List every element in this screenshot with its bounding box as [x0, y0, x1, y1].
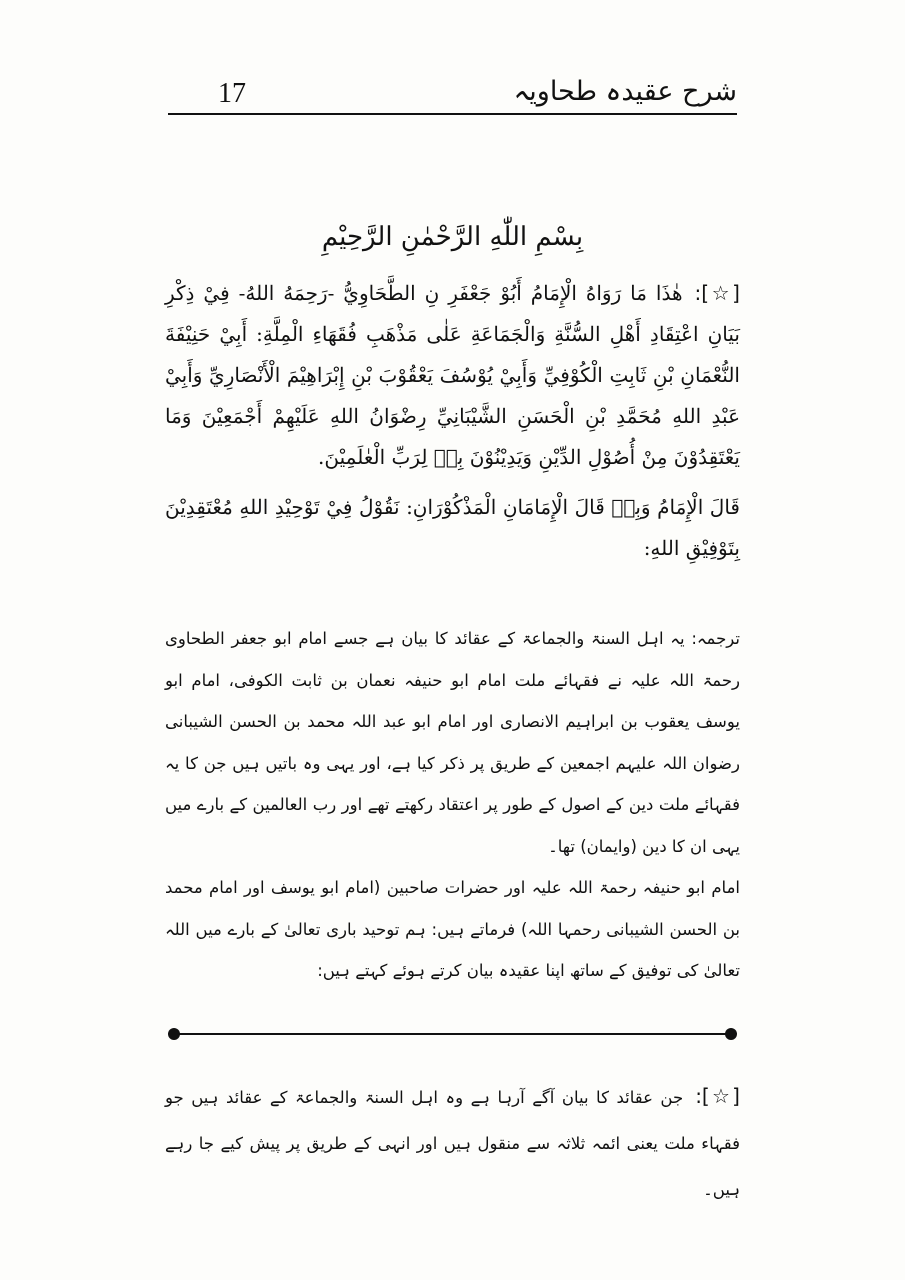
- page-header: [168, 76, 737, 114]
- footnote-text: جن عقائد کا بیان آگے آرہا ہے وہ اہل السنۃ والجماعۃ کے عقائد ہیں جو فقہاء ملت یعنی ائمہ ثلاثہ سے منقول ہیں اور انہی کے طریق پر پیش کیے جا رہے ہیں۔: [165, 1088, 740, 1199]
- urdu-paragraph: امام ابو حنیفہ رحمۃ اللہ علیہ اور حضرات صاحبین (امام ابو یوسف اور امام محمد بن الحسن الشیبانی رحمہا اللہ) فرماتے ہیں: ہم توحید باری تعالیٰ کے بارے میں اللہ تعالیٰ کی توفیق کے ساتھ اپنا عقیدہ بیان کرتے ہوئے کہتے ہیں:: [165, 878, 740, 980]
- arabic-paragraph: [165, 273, 740, 478]
- star-marker: [☆]:: [695, 1084, 740, 1108]
- divider-dot: [725, 1028, 737, 1040]
- arabic-text: [165, 273, 740, 569]
- urdu-paragraph: ترجمہ: یہ اہل السنۃ والجماعۃ کے عقائد کا بیان ہے جسے امام ابو جعفر الطحاوی رحمۃ اللہ علیہ نے فقہائے ملت امام ابو حنیفہ نعمان بن ثابت الکوفی، امام ابو یوسف یعقوب بن ابراہیم الانصاری اور امام ابو عبد اللہ محمد بن الحسن الشیبانی رضوان اللہ علیہم اجمعین کے طریق پر ذکر کیا ہے، اور یہی وہ باتیں ہیں جن کا یہ فقہائے ملت دین کے اصول کے طور پر اعتقاد رکھتے تھے اور رب العالمین کے بارے میں یہی ان کا دین (وایمان) تھا۔: [165, 629, 740, 856]
- footnote-paragraph: [165, 1073, 740, 1213]
- divider-dot: [168, 1028, 180, 1040]
- footnote: [165, 1073, 740, 1213]
- urdu-translation: [165, 618, 740, 992]
- book-title: شرح عقیدہ طحاویہ: [513, 76, 737, 107]
- divider-line: [174, 1033, 731, 1035]
- footnote-divider: [168, 1027, 737, 1041]
- arabic-paragraph: قَالَ الْإِمَامُ وَبِهٖ قَالَ الْإِمَامَانِ الْمَذْكُوْرَانِ: نَقُوْلُ فِيْ تَوْحِيْدِ اللهِ مُعْتَقِدِيْنَ بِتَوْفِيْقِ اللهِ:: [165, 495, 740, 560]
- bismillah: بِسْمِ اللّٰهِ الرَّحْمٰنِ الرَّحِیْمِ: [321, 222, 584, 252]
- page-number: 17: [218, 78, 246, 109]
- arabic-paragraph-text: هٰذَا مَا رَوَاهُ الْإِمَامُ أَبُوْ جَعْفَرِ نِ الطَّحَاوِيُّ -رَحِمَهُ اللهُ- فِيْ ذِكْرِ بَيَانِ اعْتِقَادِ أَهْلِ السُّنَّةِ وَالْجَمَاعَةِ عَلٰى مَذْهَبِ فُقَهَاءِ الْمِلَّةِ: أَبِيْ حَنِيْفَةَ النُّعْمَانِ بْنِ ثَابِتِ الْكُوْفِيِّ وَأَبِيْ يُوْسُفَ يَعْقُوْبَ بْنِ إِبْرَاهِيْمَ الْأَنْصَارِيِّ وَأَبِيْ عَبْدِ اللهِ مُحَمَّدِ بْنِ الْحَسَنِ الشَّيْبَانِيِّ رِضْوَانُ اللهِ عَلَيْهِمْ أَجْمَعِيْنَ وَمَا يَعْتَقِدُوْنَ مِنْ أُصُوْلِ الدِّيْنِ وَيَدِيْنُوْنَ بِهٖ لِرَبِّ الْعٰلَمِيْنَ.: [165, 281, 740, 469]
- header-rule: [168, 113, 737, 115]
- star-marker: [☆]:: [694, 281, 740, 305]
